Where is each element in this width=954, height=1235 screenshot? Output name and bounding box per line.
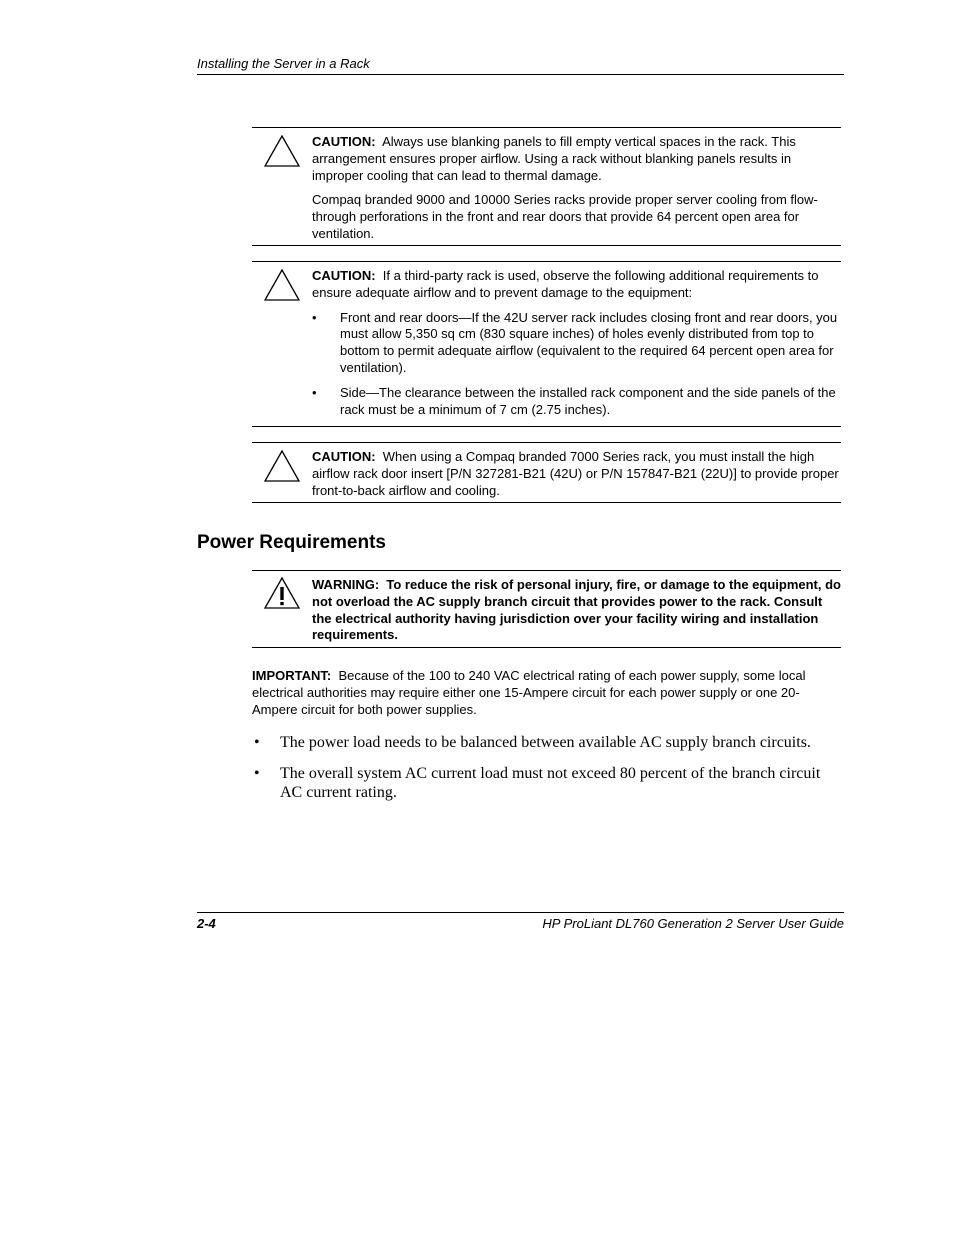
important-label: IMPORTANT: <box>252 668 332 683</box>
warning-label: WARNING: <box>312 577 380 592</box>
section-title: Power Requirements <box>197 532 386 553</box>
caution-notice-third-party-rack <box>252 261 841 427</box>
warning-paragraph <box>312 577 841 644</box>
caution-text: Always use blanking panels to fill empty vertical spaces in the rack. This arrangement ensures proper airflow. Using a rack without blanking panels results in improper cooling that can lead to thermal damage. <box>312 134 796 183</box>
caution-triangle-icon <box>263 268 301 302</box>
list-item: • The overall system AC current load must not exceed 80 percent of the branch circuit AC current rating. <box>252 764 822 803</box>
caution-triangle-icon <box>263 134 301 168</box>
list-item: • Front and rear doors—If the 42U server rack includes closing front and rear doors, you must allow 5,350 sq cm (830 square inches) of holes evenly distributed from top to bottom to permit adequate airflow (equivalent to the required 64 percent open area for ventilation). <box>312 310 841 377</box>
important-text: Because of the 100 to 240 VAC electrical rating of each power supply, some local electrical authorities may require either one 15-Ampere circuit for each power supply or one 20-Ampere circuit for both power supplies. <box>252 668 806 717</box>
caution-text: When using a Compaq branded 7000 Series rack, you must install the high airflow rack door insert [P/N 327281-B21 (42U) or P/N 157847-B21 (22U)] to provide proper front-to-back airflow and cooling. <box>312 449 839 498</box>
warning-text: To reduce the risk of personal injury, fire, or damage to the equipment, do not overload the AC supply branch circuit that provides power to the rack. Consult the electrical authority having jurisdiction over your facility wiring and installation requirements. <box>312 577 841 643</box>
caution-notice-7000-series <box>252 442 841 503</box>
page-number: 2-4 <box>197 916 216 931</box>
caution-text: If a third-party rack is used, observe the following additional requirements to ensure adequate airflow and to prevent damage to the equipment: <box>312 268 819 300</box>
running-header-title: Installing the Server in a Rack <box>197 56 370 71</box>
running-header <box>197 56 844 75</box>
power-requirements-list <box>252 733 822 814</box>
caution-paragraph-2: Compaq branded 9000 and 10000 Series racks provide proper server cooling from flow-through perforations in the front and rear doors that provide 64 percent open area for ventilation. <box>312 192 818 241</box>
list-item: • The power load needs to be balanced between available AC supply branch circuits. <box>252 733 822 753</box>
warning-notice <box>252 570 841 648</box>
caution-notice-blanking-panels <box>252 127 841 246</box>
page-footer <box>197 912 844 932</box>
caution-label: CAUTION: <box>312 268 376 283</box>
caution-bullet-list <box>312 310 841 419</box>
caution-paragraph <box>312 449 841 499</box>
caution-paragraph <box>312 134 841 184</box>
caution-triangle-icon <box>263 449 301 483</box>
footer-document-title: HP ProLiant DL760 Generation 2 Server User Guide <box>542 916 844 931</box>
caution-label: CAUTION: <box>312 134 376 149</box>
list-item: • Side—The clearance between the installed rack component and the side panels of the rack must be a minimum of 7 cm (2.75 inches). <box>312 385 841 419</box>
caution-paragraph <box>312 268 841 302</box>
caution-label: CAUTION: <box>312 449 376 464</box>
warning-exclamation-icon <box>263 576 301 610</box>
important-note <box>252 668 838 718</box>
